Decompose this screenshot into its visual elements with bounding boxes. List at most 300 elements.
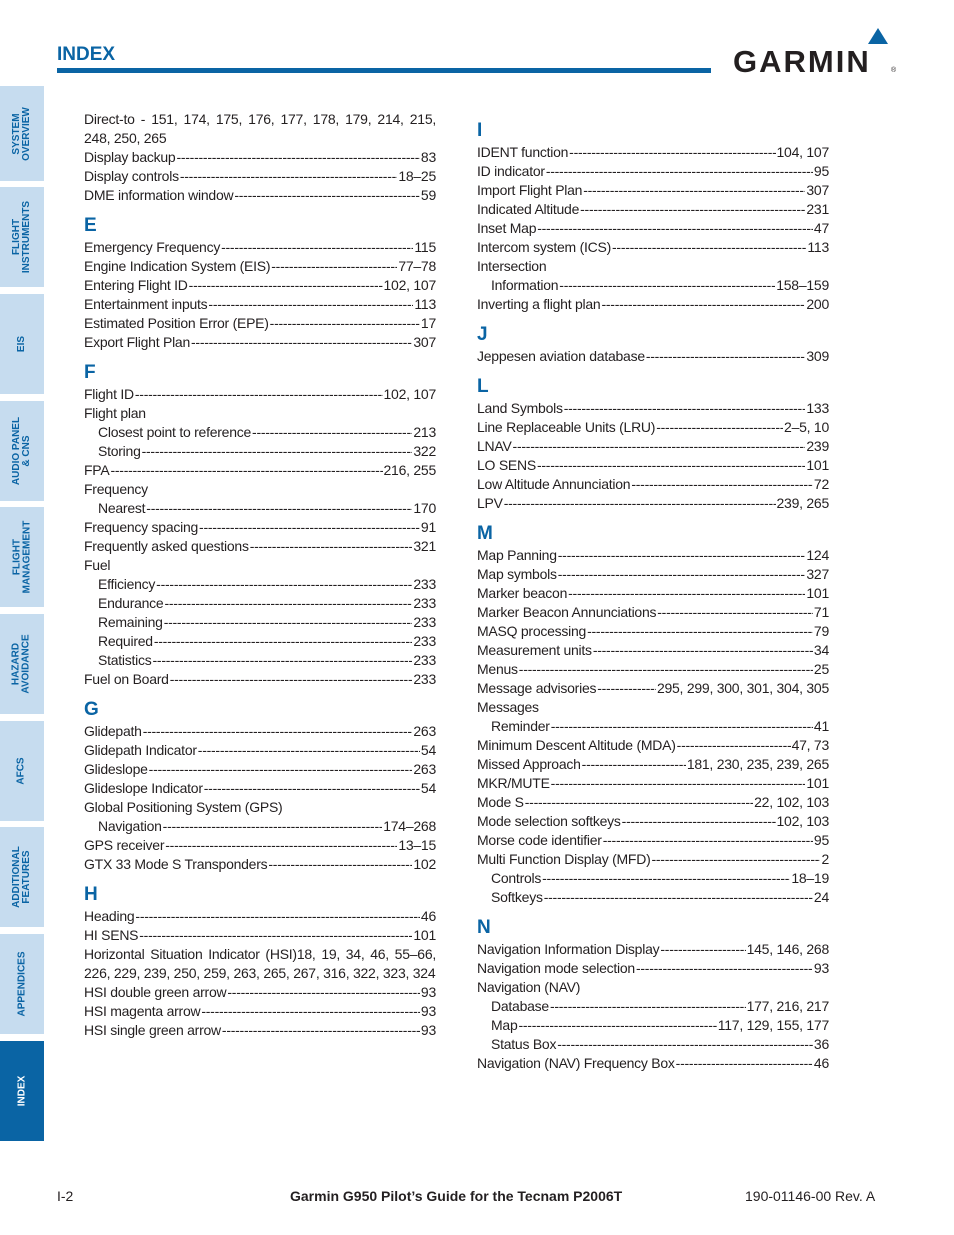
index-column-right [477, 110, 829, 1073]
index-leader [631, 475, 813, 494]
index-leader [198, 741, 420, 760]
index-term: GTX 33 Mode S Transponders [84, 856, 268, 872]
index-term: Glideslope Indicator [84, 780, 203, 796]
tab-hazard-avoidance[interactable] [0, 614, 44, 714]
index-leader [221, 238, 413, 257]
index-subentry [84, 594, 436, 613]
index-pages[interactable]: 101 [806, 585, 829, 601]
index-pages[interactable]: 13–15 [398, 837, 436, 853]
index-term: HSI magenta arrow [84, 1003, 201, 1019]
index-pages[interactable]: 113 [807, 239, 829, 255]
index-leader [164, 594, 412, 613]
index-term: Entertainment inputs [84, 296, 208, 312]
index-pages[interactable]: 59 [420, 187, 436, 203]
index-entry [84, 276, 436, 295]
index-term: Land Symbols [477, 400, 563, 416]
index-pages[interactable]: 233 [413, 576, 436, 592]
index-letter-heading: H [84, 884, 98, 905]
index-leader [222, 1021, 420, 1040]
index-entry [477, 162, 829, 181]
index-leader [558, 565, 806, 584]
index-leader [542, 869, 790, 888]
index-pages[interactable]: 124 [806, 547, 829, 563]
index-leader [156, 575, 412, 594]
tab-afcs[interactable] [0, 721, 44, 821]
guide-title: Garmin G950 Pilot’s Guide for the Tecnam P2006T [290, 1188, 623, 1204]
index-term: Indicated Altitude [477, 201, 580, 217]
index-subentry [84, 499, 436, 518]
index-leader [559, 276, 775, 295]
index-entry [477, 238, 829, 257]
index-term: Inverting a flight plan [477, 296, 601, 312]
index-pages[interactable]: 321 [413, 538, 436, 554]
index-pages[interactable]: 72 [813, 476, 829, 492]
index-term: Navigation (NAV) Frequency Box [477, 1055, 675, 1071]
index-pages[interactable]: 170 [413, 500, 436, 516]
index-term: Glideslope [84, 761, 148, 777]
index-leader [564, 399, 806, 418]
index-pages[interactable]: 200 [806, 296, 829, 312]
index-leader [660, 940, 745, 959]
index-leader [636, 959, 813, 978]
index-entry [477, 200, 829, 219]
section-title: INDEX [57, 44, 116, 65]
index-pages[interactable]: 104, 107 [776, 144, 829, 160]
index-leader [550, 997, 746, 1016]
index-subentry [477, 1035, 829, 1054]
index-term: Reminder [491, 718, 550, 734]
index-entry [477, 793, 829, 812]
index-pages[interactable]: 239 [806, 438, 829, 454]
index-leader [580, 200, 805, 219]
index-leader [551, 717, 813, 736]
index-term: Flight ID [84, 386, 134, 402]
index-term: Status Box [491, 1036, 557, 1052]
index-term: MKR/MUTE [477, 775, 550, 791]
tab-label: ADDITIONAL FEATURES [11, 846, 33, 908]
index-pages[interactable]: 233 [413, 671, 436, 687]
index-leader [612, 238, 806, 257]
index-pages[interactable]: 174–268 [383, 818, 436, 834]
index-pages[interactable]: 2 [821, 851, 829, 867]
tab-label: INDEX [16, 1075, 27, 1107]
index-pages[interactable]: 115 [414, 239, 436, 255]
index-entry [84, 1021, 436, 1040]
index-leader [165, 836, 397, 855]
index-entry [477, 584, 829, 603]
index-pages[interactable]: 233 [413, 614, 436, 630]
index-entry [477, 219, 829, 238]
tab-audio-panel-cns[interactable] [0, 401, 44, 501]
index-entry [84, 333, 436, 352]
index-leader [593, 641, 813, 660]
index-entry [84, 295, 436, 314]
index-leader [582, 755, 686, 774]
index-entry [477, 437, 829, 456]
index-entry [477, 347, 829, 366]
index-leader [153, 651, 413, 670]
index-entry [477, 295, 829, 314]
index-leader [519, 660, 813, 679]
index-pages[interactable]: 101 [806, 775, 829, 791]
index-leader [557, 1035, 813, 1054]
index-term: Entering Flight ID [84, 277, 188, 293]
index-term: Direct-to [84, 111, 135, 127]
index-term: Measurement units [477, 642, 592, 658]
index-leader [677, 736, 791, 755]
index-term: ID indicator [477, 163, 545, 179]
index-leader [135, 907, 420, 926]
index-entry [477, 850, 829, 869]
index-pages[interactable]: 327 [806, 566, 829, 582]
index-term: Required [98, 633, 153, 649]
index-letter-heading: G [84, 699, 99, 720]
index-entry [477, 679, 829, 698]
index-pages[interactable]: 93 [420, 984, 436, 1000]
index-entry [84, 836, 436, 855]
index-leader [180, 167, 397, 186]
index-leader [204, 779, 420, 798]
index-term: Navigation mode selection [477, 960, 635, 976]
index-leader [139, 926, 412, 945]
index-pages[interactable]: 25 [813, 661, 829, 677]
index-term: FPA [84, 462, 110, 478]
index-term: Navigation [98, 818, 162, 834]
tab-label: SYSTEM OVERVIEW [11, 106, 32, 161]
index-entry [84, 670, 436, 689]
index-pages[interactable]: 295, 299, 300, 301, 304, 305 [656, 680, 829, 696]
index-leader [551, 774, 806, 793]
index-pages[interactable]: 47 [813, 220, 829, 236]
index-term: HI SENS [84, 927, 139, 943]
tab-eis[interactable] [0, 294, 44, 394]
tab-label: FLIGHT INSTRUMENTS [11, 200, 33, 274]
index-leader [146, 499, 412, 518]
index-term: LPV [477, 495, 503, 511]
tab-flight-management[interactable] [0, 507, 44, 607]
index-subentry [84, 651, 436, 670]
index-leader [191, 333, 412, 352]
index-term: Horizontal Situation Indicator (HSI) [84, 946, 297, 962]
index-pages[interactable]: 239, 265 [776, 495, 829, 511]
index-entry [477, 641, 829, 660]
index-letter-heading: I [477, 120, 483, 141]
index-term: IDENT function [477, 144, 569, 160]
index-term: Import Flight Plan [477, 182, 583, 198]
index-pages[interactable]: 158–159 [776, 277, 829, 293]
index-leader [537, 456, 805, 475]
index-leader [676, 1054, 813, 1073]
index-pages[interactable]: 181, 230, 235, 239, 265 [686, 756, 829, 772]
index-entry [477, 812, 829, 831]
index-entry [84, 186, 436, 205]
index-entry [477, 1054, 829, 1073]
tab-label: AFCS [15, 757, 27, 785]
index-pages[interactable]: 46 [813, 1055, 829, 1071]
index-entry-heading: Messages [477, 699, 539, 715]
index-leader [227, 983, 420, 1002]
index-pages[interactable]: 263 [413, 761, 436, 777]
index-pages[interactable]: 233 [413, 633, 436, 649]
index-leader [558, 546, 806, 565]
index-pages[interactable]: 309 [806, 348, 829, 364]
tab-label: APPENDICES [16, 951, 28, 1017]
index-pages[interactable]: 102, 107 [383, 277, 436, 293]
index-pages[interactable]: 77–78 [398, 258, 436, 274]
index-term: Mode selection softkeys [477, 813, 621, 829]
index-pages[interactable]: 95 [813, 163, 829, 179]
index-entry [84, 167, 436, 186]
index-pages[interactable]: 36 [813, 1036, 829, 1052]
index-term: Missed Approach [477, 756, 581, 772]
index-pages[interactable]: 18–25 [398, 168, 436, 184]
index-entry [477, 660, 829, 679]
index-pages[interactable]: 2–5, 10 [784, 419, 829, 435]
index-entry [84, 238, 436, 257]
index-leader [143, 722, 413, 741]
index-entry [84, 314, 436, 333]
garmin-logo [733, 26, 903, 76]
index-entry [84, 461, 436, 480]
index-term: Database [491, 998, 549, 1014]
index-entry [477, 456, 829, 475]
index-leader [656, 418, 783, 437]
index-pages[interactable]: 101 [806, 457, 829, 473]
index-pages[interactable]: 307 [806, 182, 829, 198]
index-pages[interactable]: 34 [813, 642, 829, 658]
index-leader [513, 437, 806, 456]
index-term: Information [491, 277, 559, 293]
index-term: Storing [98, 443, 141, 459]
index-entry [477, 603, 829, 622]
index-entry [477, 959, 829, 978]
index-leader [546, 162, 813, 181]
index-entry-heading: Flight plan [84, 405, 146, 421]
index-subentry [84, 613, 436, 632]
index-letter-heading: M [477, 523, 493, 544]
index-term: Marker beacon [477, 585, 568, 601]
index-term: Map Panning [477, 547, 557, 563]
index-subentry [84, 442, 436, 461]
index-term: Glidepath Indicator [84, 742, 197, 758]
index-leader [176, 148, 419, 167]
index-pages[interactable]: 102, 103 [776, 813, 829, 829]
index-entry-heading: Fuel [84, 557, 111, 573]
index-pages[interactable]: 117, 129, 155, 177 [717, 1017, 829, 1033]
index-leader [252, 423, 412, 442]
index-leader [268, 855, 412, 874]
index-pages[interactable]: 83 [420, 149, 436, 165]
index-pages[interactable]: 213 [413, 424, 436, 440]
index-pages[interactable]: 307 [413, 334, 436, 350]
tab-label: EIS [16, 335, 27, 353]
index-leader [568, 584, 805, 603]
index-entry [84, 926, 436, 945]
index-term: Inset Map [477, 220, 537, 236]
index-pages[interactable]: 113 [414, 296, 436, 312]
logo-wordmark: GARMIN [733, 44, 871, 76]
index-pages[interactable]: 95 [813, 832, 829, 848]
index-pages[interactable]: 322 [413, 443, 436, 459]
index-leader [149, 760, 413, 779]
index-subentry [84, 817, 436, 836]
index-pages[interactable]: 24 [813, 889, 829, 905]
index-leader [587, 622, 813, 641]
index-term: Closest point to reference [98, 424, 252, 440]
index-leader [234, 186, 420, 205]
index-term: Minimum Descent Altitude (MDA) [477, 737, 676, 753]
index-leader [208, 295, 413, 314]
index-pages[interactable]: 47, 73 [791, 737, 829, 753]
index-leader [646, 347, 806, 366]
index-entry [84, 741, 436, 760]
index-pages[interactable]: 133 [806, 400, 829, 416]
index-entry-heading: Intersection [477, 258, 547, 274]
document-number: 190-01146-00 Rev. A [745, 1188, 876, 1204]
index-term: GPS receiver [84, 837, 165, 853]
index-term: Navigation Information Display [477, 941, 660, 957]
index-term: Multi Function Display (MFD) [477, 851, 651, 867]
index-pages[interactable]: 46 [420, 908, 436, 924]
index-term: Jeppesen aviation database [477, 348, 645, 364]
index-pages[interactable]: 177, 216, 217 [746, 998, 829, 1014]
index-entry [477, 546, 829, 565]
index-subentry [84, 423, 436, 442]
tab-additional-features[interactable] [0, 827, 44, 927]
index-entry-heading: Frequency [84, 481, 148, 497]
index-pages[interactable]: 79 [813, 623, 829, 639]
index-term: Map symbols [477, 566, 557, 582]
index-pages[interactable]: 101 [413, 927, 436, 943]
index-leader [583, 181, 805, 200]
index-pages[interactable]: 231 [806, 201, 829, 217]
index-entry [477, 418, 829, 437]
index-term: Message advisories [477, 680, 597, 696]
index-term: Nearest [98, 500, 146, 516]
index-entry [84, 945, 436, 983]
index-pages[interactable]: 18–19 [791, 870, 829, 886]
index-pages[interactable]: 54 [420, 742, 436, 758]
index-pages[interactable]: 216, 255 [383, 462, 436, 478]
index-subentry [477, 1016, 829, 1035]
index-entry [84, 760, 436, 779]
index-entry [84, 983, 436, 1002]
index-pages[interactable]: 151, 174, 175, 176, 177, 178, 179, 214, 215, 248, 250, 265 [84, 111, 436, 146]
page-number: I-2 [57, 1188, 74, 1204]
index-entry [84, 1002, 436, 1021]
index-pages[interactable]: 91 [420, 519, 436, 535]
tab-index[interactable] [0, 1041, 44, 1141]
index-pages[interactable]: 22, 102, 103 [754, 794, 829, 810]
index-leader [170, 670, 413, 689]
index-leader [525, 793, 753, 812]
index-entry [477, 181, 829, 200]
index-subentry [477, 869, 829, 888]
index-term: Mode S [477, 794, 524, 810]
index-subentry [84, 575, 436, 594]
index-entry [84, 148, 436, 167]
index-pages[interactable]: 233 [413, 652, 436, 668]
index-pages[interactable]: 41 [813, 718, 829, 734]
index-leader [154, 632, 413, 651]
index-letter-heading: J [477, 324, 488, 345]
tab-appendices[interactable] [0, 934, 44, 1034]
index-term: Estimated Position Error (EPE) [84, 315, 269, 331]
index-letter-heading: L [477, 376, 489, 397]
index-term: Line Replaceable Units (LRU) [477, 419, 656, 435]
index-leader [250, 537, 413, 556]
index-subentry [84, 632, 436, 651]
index-entry [84, 855, 436, 874]
index-term: Marker Beacon Annunciations [477, 604, 657, 620]
index-term: Intercom system (ICS) [477, 239, 611, 255]
index-pages[interactable]: 54 [420, 780, 436, 796]
index-pages[interactable]: 71 [813, 604, 829, 620]
index-leader [597, 679, 656, 698]
index-term: LNAV [477, 438, 512, 454]
index-pages[interactable]: 263 [413, 723, 436, 739]
index-leader [110, 461, 382, 480]
index-term: HSI single green arrow [84, 1022, 221, 1038]
index-pages[interactable]: 233 [413, 595, 436, 611]
index-entry [477, 622, 829, 641]
index-leader [270, 314, 420, 333]
index-term: Morse code identifier [477, 832, 602, 848]
tab-flight-instruments[interactable] [0, 187, 44, 287]
index-leader [142, 442, 413, 461]
index-entry [477, 940, 829, 959]
index-term: Display backup [84, 149, 176, 165]
tab-label: HAZARD AVOIDANCE [11, 634, 33, 694]
index-pages[interactable]: 93 [420, 1022, 436, 1038]
index-term: Engine Indication System (EIS) [84, 258, 271, 274]
index-term: Efficiency [98, 576, 156, 592]
index-entry [477, 565, 829, 584]
index-term: HSI double green arrow [84, 984, 227, 1000]
index-subentry [477, 717, 829, 736]
index-entry [477, 736, 829, 755]
index-pages[interactable]: 17 [420, 315, 436, 331]
index-term: Fuel on Board [84, 671, 169, 687]
header-rule [57, 68, 711, 73]
index-entry [477, 755, 829, 774]
tab-system-overview[interactable] [0, 86, 44, 181]
index-subentry [477, 888, 829, 907]
index-term: Export Flight Plan [84, 334, 190, 350]
index-entry [477, 494, 829, 513]
index-pages[interactable]: 102 [413, 856, 436, 872]
index-leader: - [134, 111, 152, 127]
index-term: Remaining [98, 614, 163, 630]
index-term: Controls [491, 870, 542, 886]
index-term: Map [491, 1017, 518, 1033]
index-leader [537, 219, 813, 238]
index-letter-heading: F [84, 362, 96, 383]
index-pages[interactable]: 18, 19, 34, 46, 55–66, 226, 229, 239, 250, 259, 263, 265, 267, 316, 322, 323, 324 [84, 946, 436, 981]
registered-mark: ® [891, 67, 897, 74]
index-pages[interactable]: 93 [420, 1003, 436, 1019]
index-leader [164, 613, 413, 632]
index-pages[interactable]: 102, 107 [383, 386, 436, 402]
index-pages[interactable]: 93 [813, 960, 829, 976]
index-leader [199, 518, 420, 537]
index-entry [84, 518, 436, 537]
index-pages[interactable]: 145, 146, 268 [746, 941, 829, 957]
index-entry [84, 110, 436, 148]
tab-label: FLIGHT MANAGEMENT [11, 520, 32, 594]
index-term: Heading [84, 908, 135, 924]
index-entry [477, 774, 829, 793]
